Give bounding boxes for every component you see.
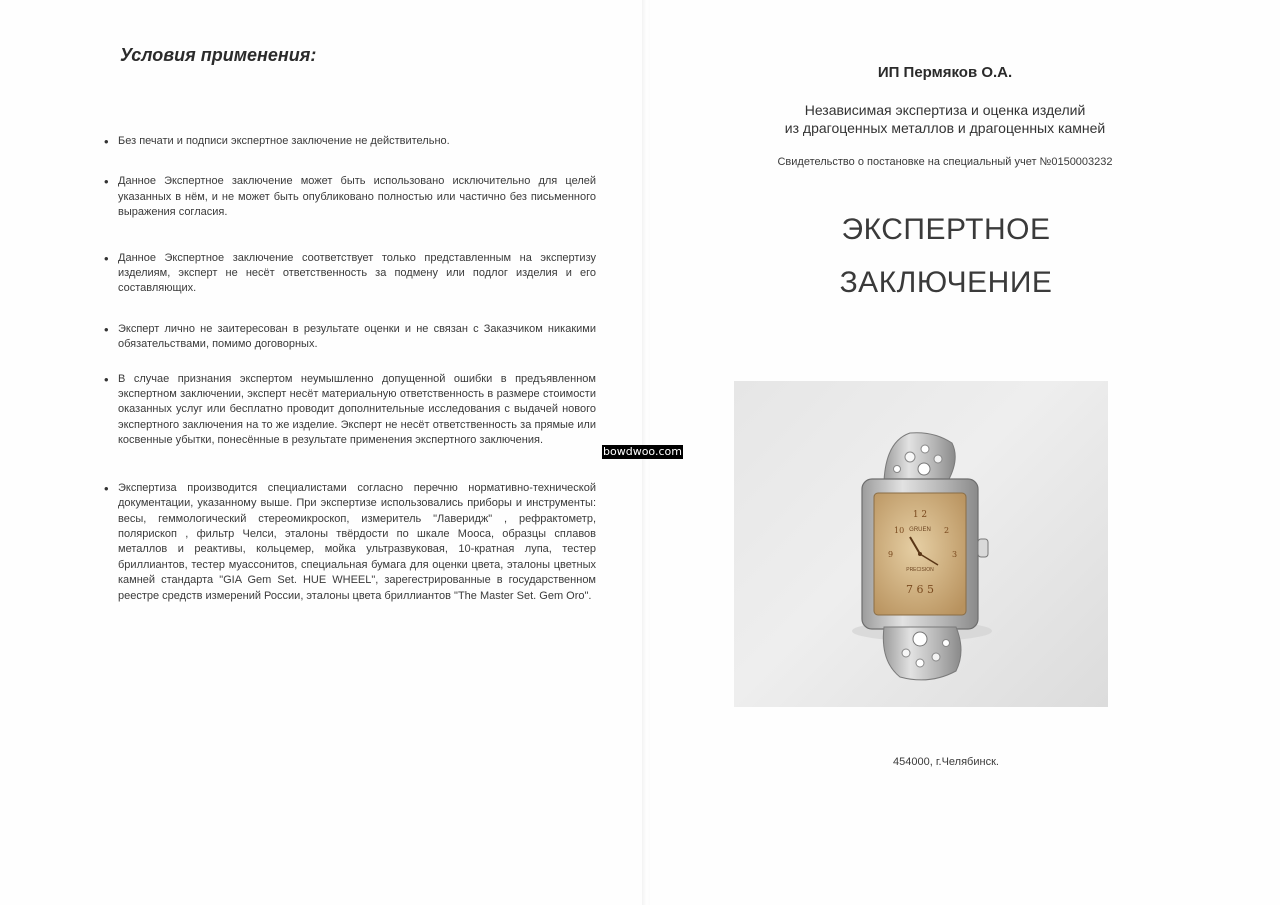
watch-case (862, 479, 988, 629)
address: 454000, г.Челябинск. (893, 756, 999, 768)
upper-lug (884, 433, 955, 481)
watch-model-text: PRECISION (906, 567, 934, 573)
condition-item: • Данное Экспертное заключение может быть использовано исключительно для целей указанных в нём, и не может быть опубликовано полностью или частично без письменного выражения согласия. (104, 174, 596, 220)
condition-item: • Эксперт лично не заитересован в результате оценки и не связан с Заказчиком никакими обязательствами, помимо договорных. (104, 322, 596, 353)
svg-text:1 2: 1 2 (912, 510, 928, 520)
condition-item: • Экспертиза производится специалистами согласно перечню нормативно-технической документации, указанному выше. При экспертизе использовались приборы и инструменты: весы, геммологический стереомикроскоп, измеритель "Лаверидж" , рефрактометр, полярископ , фильтр Челси, эталоны твёрдости по шкале Мооса, образцы сплавов металлов и реактивы, кольцемер, мойка ультразвуковая, 10-кратная лупа, тестер бриллиантов, тестер муассонитов, специальная бумага для оценки цвета, эталоны цветных камней стандарта "GIA Gem Set. HUE WHEEL", зарегестрированные в государственном реестре средств измерений России, эталоны цвета бриллиантов "The Master Set. Gem Oro". (104, 481, 596, 604)
svg-text:10: 10 (894, 526, 905, 535)
watch-photo (734, 381, 1108, 707)
svg-text:9: 9 (888, 550, 894, 559)
subtitle-line-2: из драгоценных металлов и драгоценных камней (784, 120, 1106, 136)
conditions-list (104, 134, 596, 629)
watch-brand-text: GRUEN (909, 527, 931, 533)
condition-item: • Без печати и подписи экспертное заключение не действительно. (104, 134, 596, 149)
svg-text:7 6 5: 7 6 5 (906, 583, 934, 596)
registration-certificate: Свидетельство о постановке на специальный учет №0150003232 (777, 156, 1113, 168)
watch-image (734, 381, 1108, 707)
subtitle-line-1: Независимая экспертиза и оценка изделий (804, 102, 1086, 118)
condition-item: • Данное Экспертное заключение соответствует только представленным на экспертизу изделиям, эксперт не несёт ответственность за подмену или подлог изделия и его составляющих. (104, 251, 596, 297)
svg-text:2: 2 (944, 526, 950, 535)
conditions-title: Условия применения: (120, 45, 317, 65)
document-title (650, 203, 1242, 309)
owner-name: ИП Пермяков О.А. (877, 64, 1013, 81)
title-line-2: ЗАКЛЮЧЕНИЕ (839, 266, 1053, 299)
title-line-1: ЭКСПЕРТНОЕ (841, 213, 1051, 246)
svg-text:3: 3 (952, 550, 958, 559)
lower-lug (883, 627, 961, 680)
condition-item: • В случае признания экспертом неумышленно допущенной ошибки в предъявленном экспертном заключении, эксперт несёт материальную ответственность в размере стоимости оказанных услуг или бесплатно проводит дополнительные исследования с выдачей нового экспертного заключения на то же изделие. Эксперт не несёт ответственность за прямые или косвенные убытки, понесённые в результате применения экспертного заключения. (104, 372, 596, 449)
company-subtitle (650, 101, 1240, 137)
watermark: bowdwoo.com (603, 445, 682, 458)
